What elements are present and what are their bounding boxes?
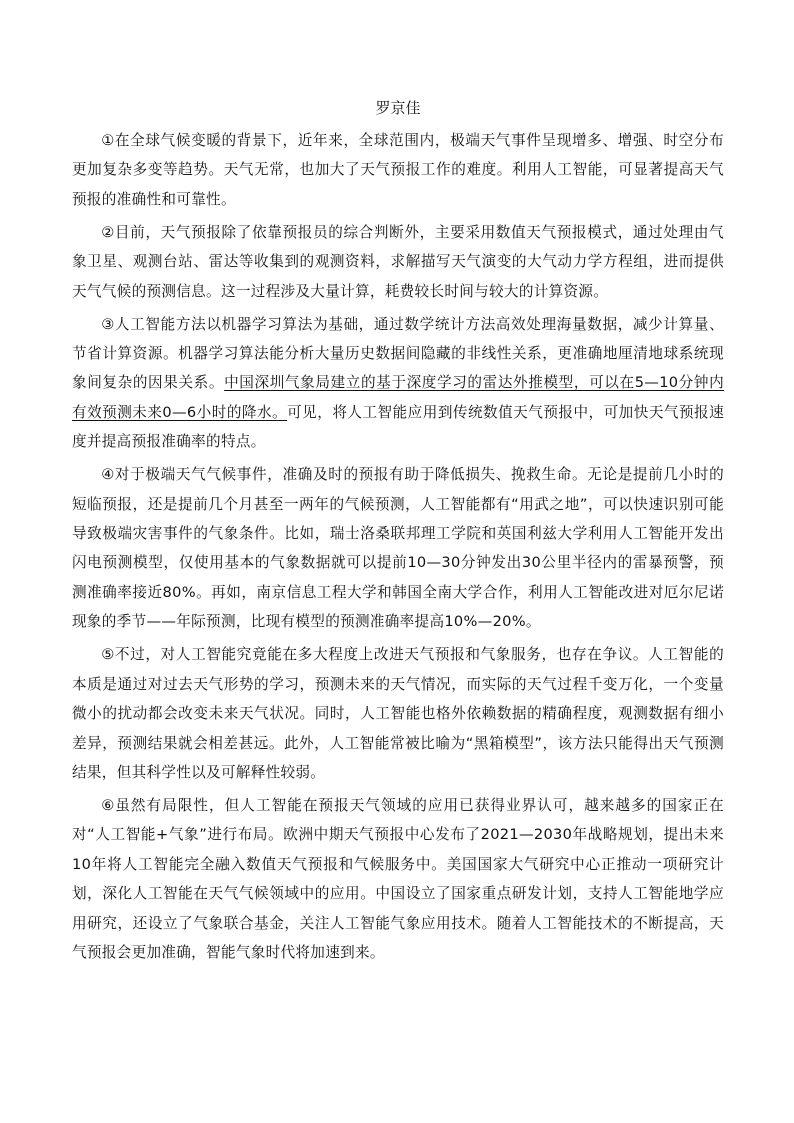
paragraph-5: ⑤不过，对人工智能究竟能在多大程度上改进天气预报和气象服务，也存在争议。人工智能的本质是通过对过去天气形势的学习，预测未来的天气情况，而实际的天气过程千变万化，一个变量微小的扰动都会改变未来天气状况。同时，人工智能也格外依赖数据的精确程度，观测数据有细小差异，预测结果就会相差甚远。此外，人工智能常被比喻为“黑箱模型”，该方法只能得出天气预测结果，但其科学性以及可解释性较弱。 <box>72 646 724 781</box>
paragraph-6: ⑥虽然有局限性，但人工智能在预报天气领域的应用已获得业界认可，越来越多的国家正在对“人工智能+气象”进行布局。欧洲中期天气预报中心发布了2021—2030年战略规划，提出未来10年将人工智能完全融入数值天气预报和气候服务中。美国国家大气研究中心正推动一项研究计划，深化人工智能在天气气候领域中的应用。中国设立了国家重点研发计划，支持人工智能地学应用研究，还设立了气象联合基金，关注人工智能气象应用技术。随着人工智能技术的不断提高，天气预报会更加准确，智能气象时代将加速到来。 <box>72 796 724 961</box>
paragraph-2: ②目前，天气预报除了依靠预报员的综合判断外，主要采用数值天气预报模式，通过处理由气象卫星、观测台站、雷达等收集到的观测资料，求解描写天气演变的大气动力学方程组，进而提供天气气候的预测信息。这一过程涉及大量计算，耗费较长时间与较大的计算资源。 <box>72 223 724 300</box>
author-name: 罗京佳 <box>375 99 421 117</box>
document-page <box>72 96 724 971</box>
paragraph-1: ①在全球气候变暖的背景下，近年来，全球范围内，极端天气事件呈现增多、增强、时空分布更加复杂多变等趋势。天气无常，也加大了天气预报工作的难度。利用人工智能，可显著提高天气预报的准确性和可靠性。 <box>72 132 724 208</box>
paragraph-4: ④对于极端天气气候事件，准确及时的预报有助于降低损失、挽救生命。无论是提前几小时的短临预报，还是提前几个月甚至一两年的气候预测，人工智能都有“用武之地”，可以快速识别可能导致极端灾害事件的气象条件。比如，瑞士洛桑联邦理工学院和英国利兹大学利用人工智能开发出闪电预测模型，仅使用基本的气象数据就可以提前10—30分钟发出30公里半径内的雷暴预警，预测准确率接近80%。再如，南京信息工程大学和韩国全南大学合作，利用人工智能改进对厄尔尼诺现象的季节——年际预测，比现有模型的预测准确率提高10%—20%。 <box>72 466 724 631</box>
paragraph-3 <box>72 310 724 457</box>
paragraph-3-underlined-sentence: 中国深圳气象局建立的基于深度学习的雷达外推模型，可以在5—10分钟内有效预测未来0—6小时的降水。 <box>72 374 724 421</box>
paragraph-3-lead: ③人工智能方法以机器学习算法为基础，通过数学统计方法高效处理海量数据，减少计算量、节省计算资源。机器学习算法能分析大量历史数据间隐藏的非线性关系，更准确地厘清地球系统现象间复杂的因果关系。 <box>72 315 724 392</box>
paragraph-3-tail: 可见，将人工智能应用到传统数值天气预报中，可加快天气预报速度并提高预报准确率的特点。 <box>72 403 725 451</box>
